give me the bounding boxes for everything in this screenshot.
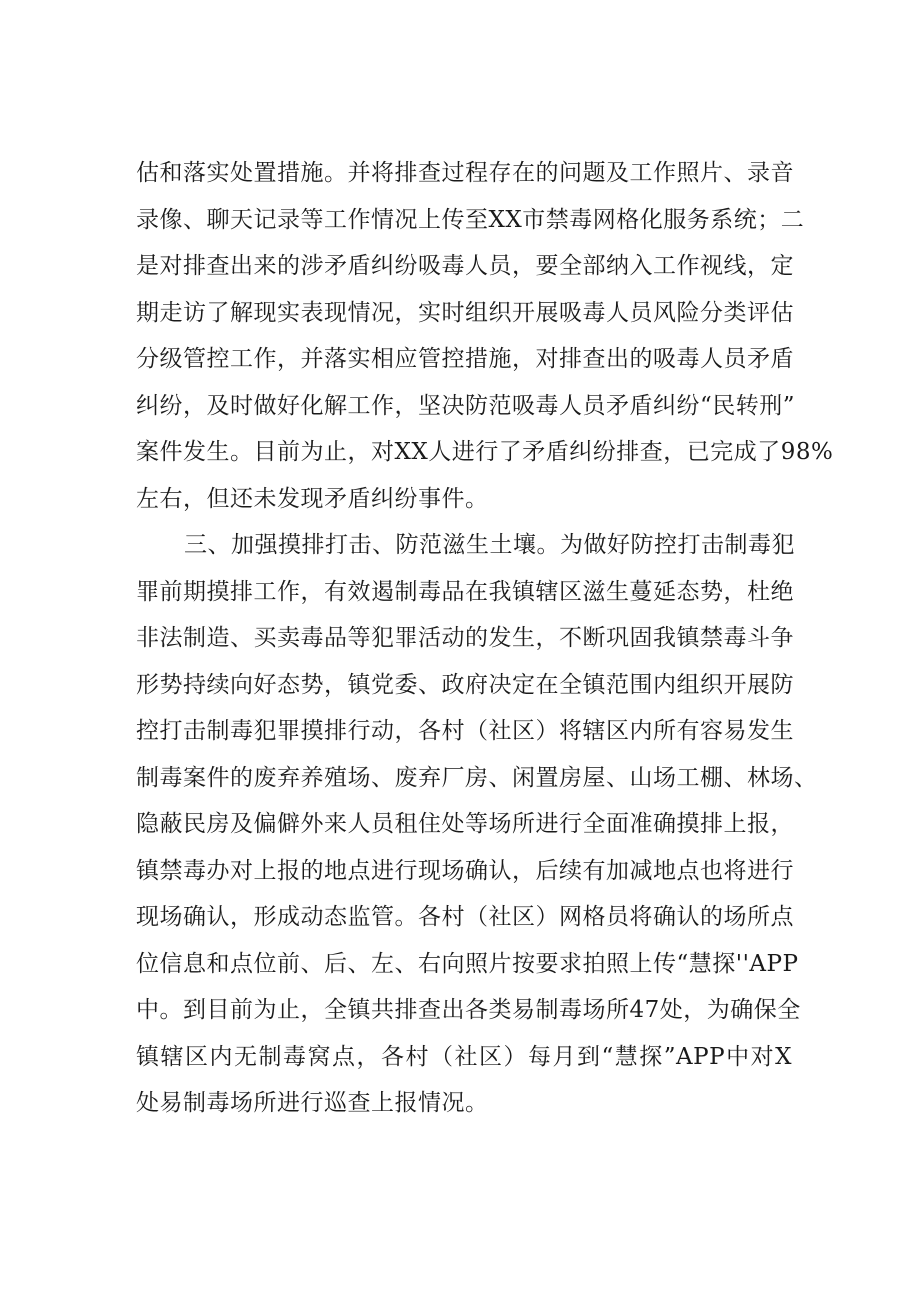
text-line: 处易制毒场所进行巡查上报情况。 [136,1090,489,1116]
text-line: 非法制造、买卖毒品等犯罪活动的发生，不断巩固我镇禁毒斗争 [136,625,794,651]
text-line: 案件发生。目前为止，对XX人进行了矛盾纠纷排查，已完成了98% [136,439,834,465]
text-line: 录像、聊天记录等工作情况上传至XX市禁毒网格化服务系统；二 [136,206,805,233]
text-line: 隐蔽民房及偏僻外来人员租住处等场所进行全面准确摸排上报， [136,811,794,837]
text-line: 三、加强摸排打击、防范滋生土壤。为做好防控打击制毒犯 [184,532,795,558]
text-line: 镇辖区内无制毒窝点，各村（社区）每月到“慧探”APP中对X [136,1043,792,1070]
text-line: 形势持续向好态势，镇党委、政府决定在全镇范围内组织开展防 [136,671,794,698]
text-line: 期走访了解现实表现情况，实时组织开展吸毒人员风险分类评估 [136,299,794,326]
paragraph-1 [136,150,834,522]
text-line: 分级管控工作，并落实相应管控措施，对排查出的吸毒人员矛盾 [136,346,794,372]
text-line: 控打击制毒犯罪摸排行动，各村（社区）将辖区内所有容易发生 [136,718,794,744]
text-line: 估和落实处置措施。并将排查过程存在的问题及工作照片、录音 [136,160,794,186]
text-line: 镇禁毒办对上报的地点进行现场确认，后续有加减地点也将进行 [136,857,794,884]
text-line: 现场确认，形成动态监管。各村（社区）网格员将确认的场所点 [136,904,794,930]
text-line: 位信息和点位前、后、左、右向照片按要求拍照上传“慧探''APP [136,950,799,977]
text-line: 罪前期摸排工作，有效遏制毒品在我镇辖区滋生蔓延态势，杜绝 [136,578,794,605]
text-line: 左右，但还未发现矛盾纠纷事件。 [136,485,489,512]
document-body [136,150,834,1127]
paragraph-2 [136,522,818,1127]
text-line: 纠纷，及时做好化解工作，坚决防范吸毒人员矛盾纠纷“民转刑” [136,392,796,419]
text-line: 中。到目前为止，全镇共排查出各类易制毒场所47处，为确保全 [136,997,801,1023]
text-line: 制毒案件的废弃养殖场、废弃厂房、闲置房屋、山场工棚、林场、 [136,764,818,791]
text-line: 是对排查出来的涉矛盾纠纷吸毒人员，要全部纳入工作视线，定 [136,253,794,279]
